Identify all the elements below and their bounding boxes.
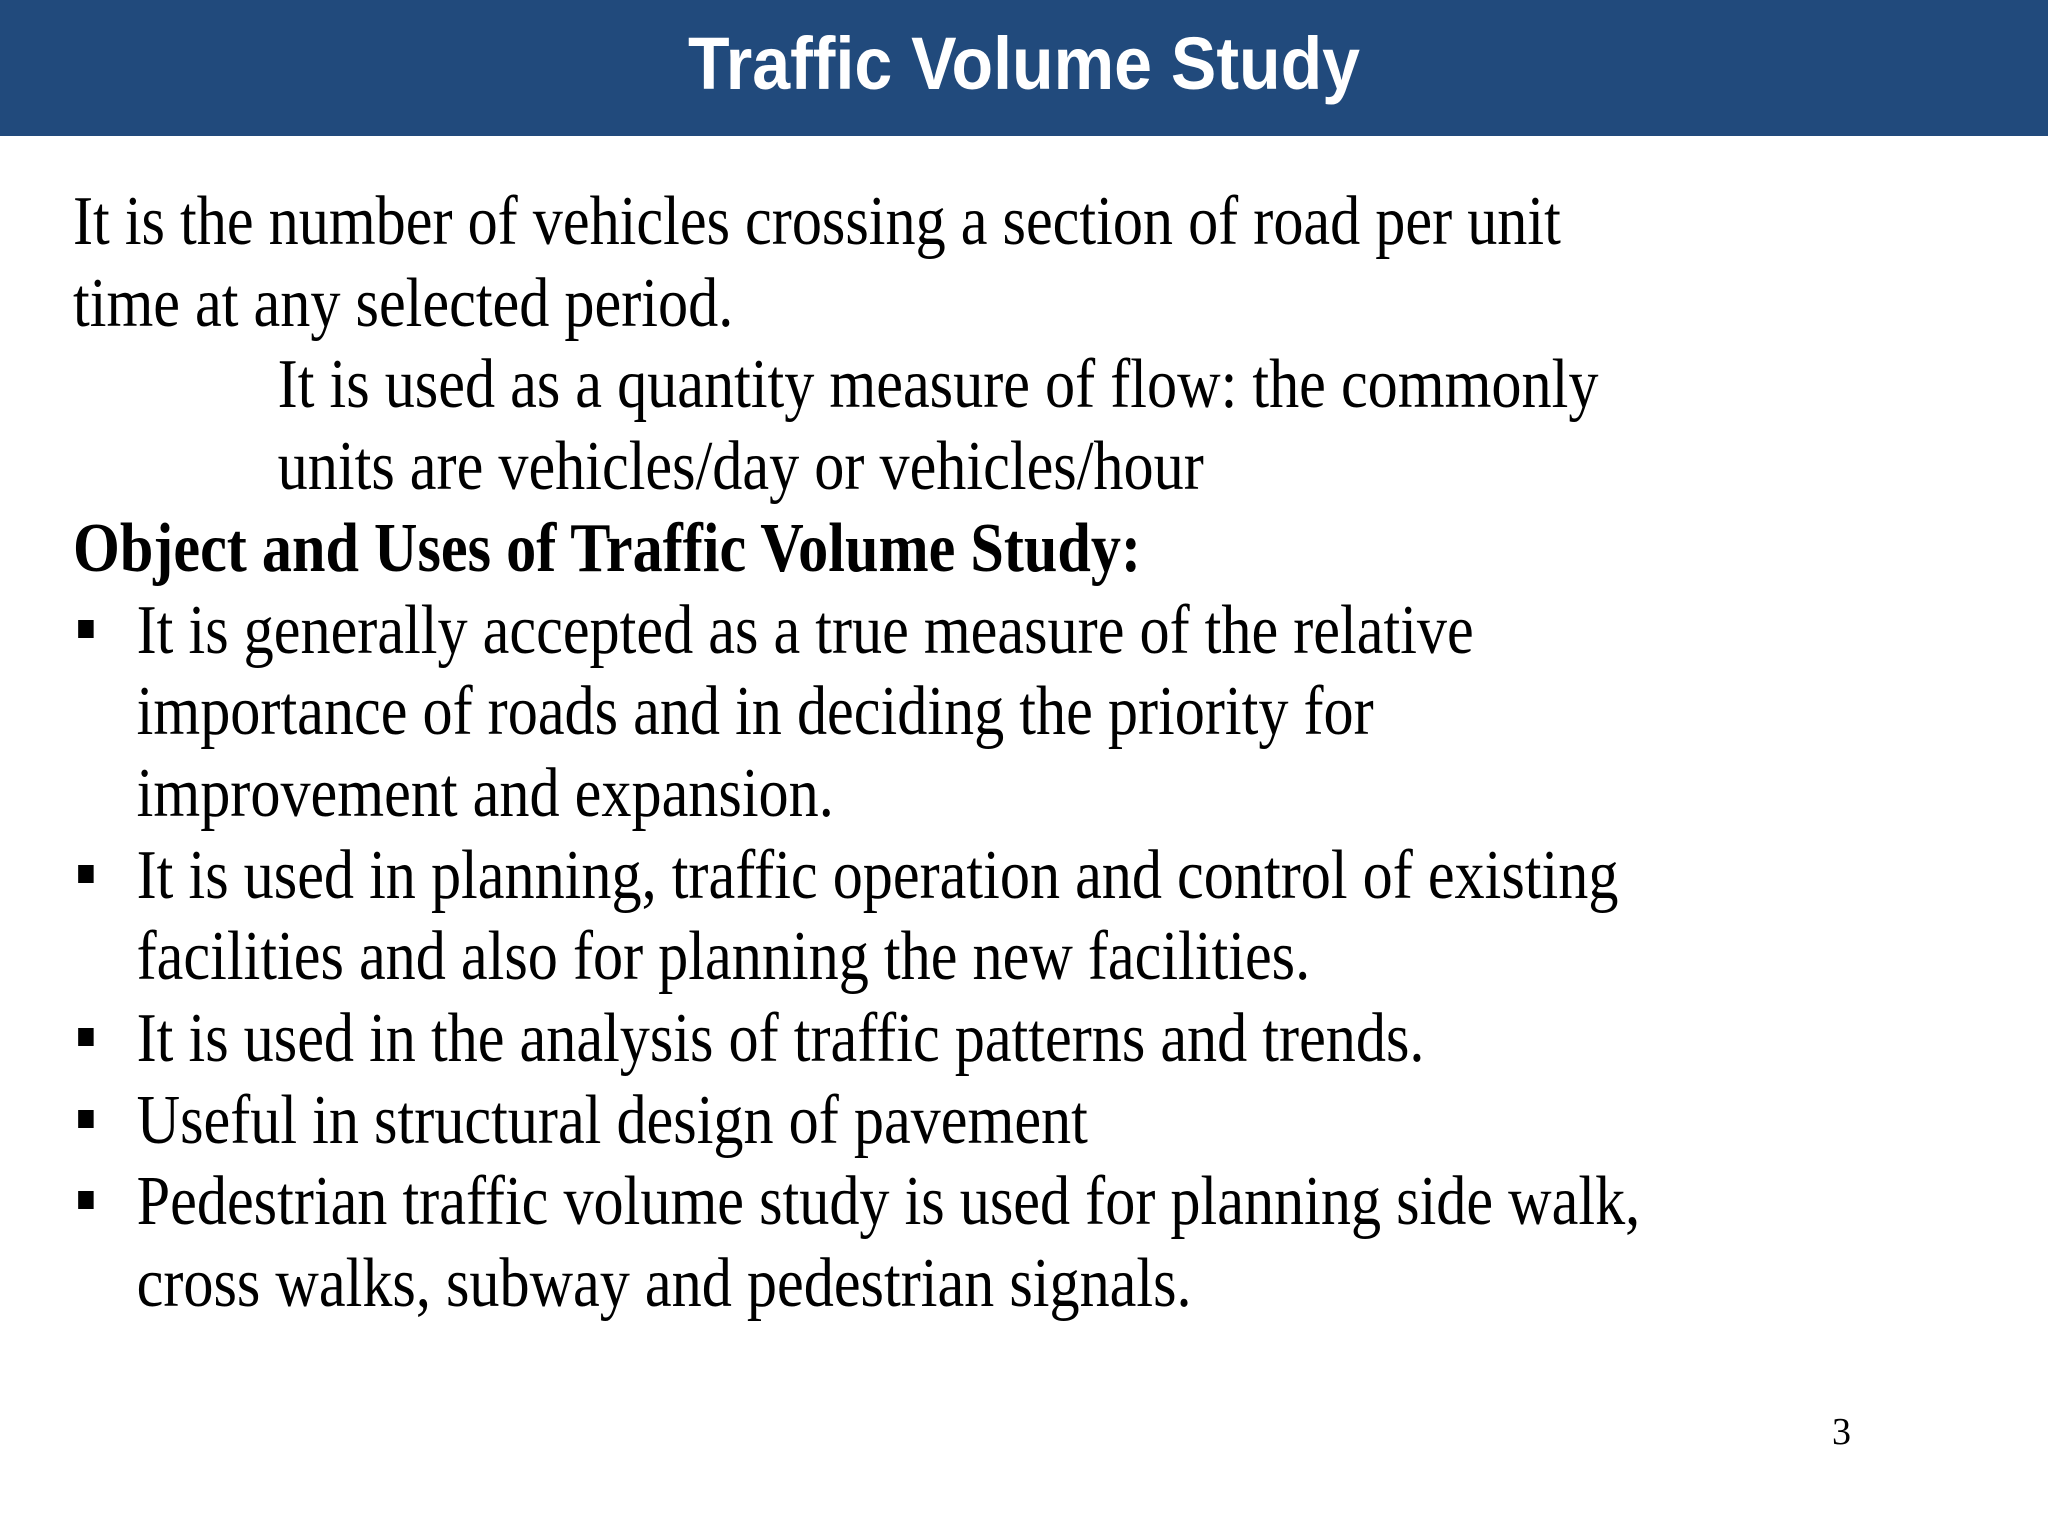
bullet-item (73, 1161, 1879, 1324)
square-bullet-icon (78, 865, 93, 883)
bullet-line: Pedestrian traffic volume study is used for planning side walk, (136, 1163, 1641, 1241)
bullet-line: Useful in structural design of pavement (136, 1081, 1088, 1159)
bullet-item (73, 998, 1879, 1080)
bullet-line: improvement and expansion. (136, 754, 834, 832)
intro-line: It is the number of vehicles crossing a section of road per unit (73, 183, 1561, 260)
bullet-line: facilities and also for planning the new facilities. (136, 918, 1311, 996)
bullet-item (73, 590, 1879, 835)
square-bullet-icon (78, 620, 93, 638)
bullet-item (73, 835, 1879, 998)
bullet-line: cross walks, subway and pedestrian signals. (136, 1245, 1192, 1323)
bullet-line: It is used in planning, traffic operation and control of existing (136, 836, 1619, 914)
square-bullet-icon (78, 1191, 93, 1209)
definition-line: units are vehicles/day or vehicles/hour (277, 428, 1204, 506)
section-heading: Object and Uses of Traffic Volume Study: (73, 509, 1142, 587)
page-number: 3 (1832, 1411, 1851, 1453)
title-bar (0, 0, 2048, 136)
square-bullet-icon (78, 1110, 93, 1128)
intro-line: time at any selected period. (73, 264, 734, 342)
square-bullet-icon (78, 1028, 93, 1046)
definition-line: It is used as a quantity measure of flow: the commonly (277, 346, 1599, 424)
bullet-line: importance of roads and in deciding the priority for (136, 673, 1374, 751)
bullet-line: It is used in the analysis of traffic patterns and trends. (136, 1000, 1425, 1078)
bullet-item (73, 1080, 1879, 1162)
slide-body (73, 181, 1879, 1325)
slide-title: Traffic Volume Study (687, 22, 1361, 105)
bullet-line: It is generally accepted as a true measure of the relative (136, 591, 1474, 669)
